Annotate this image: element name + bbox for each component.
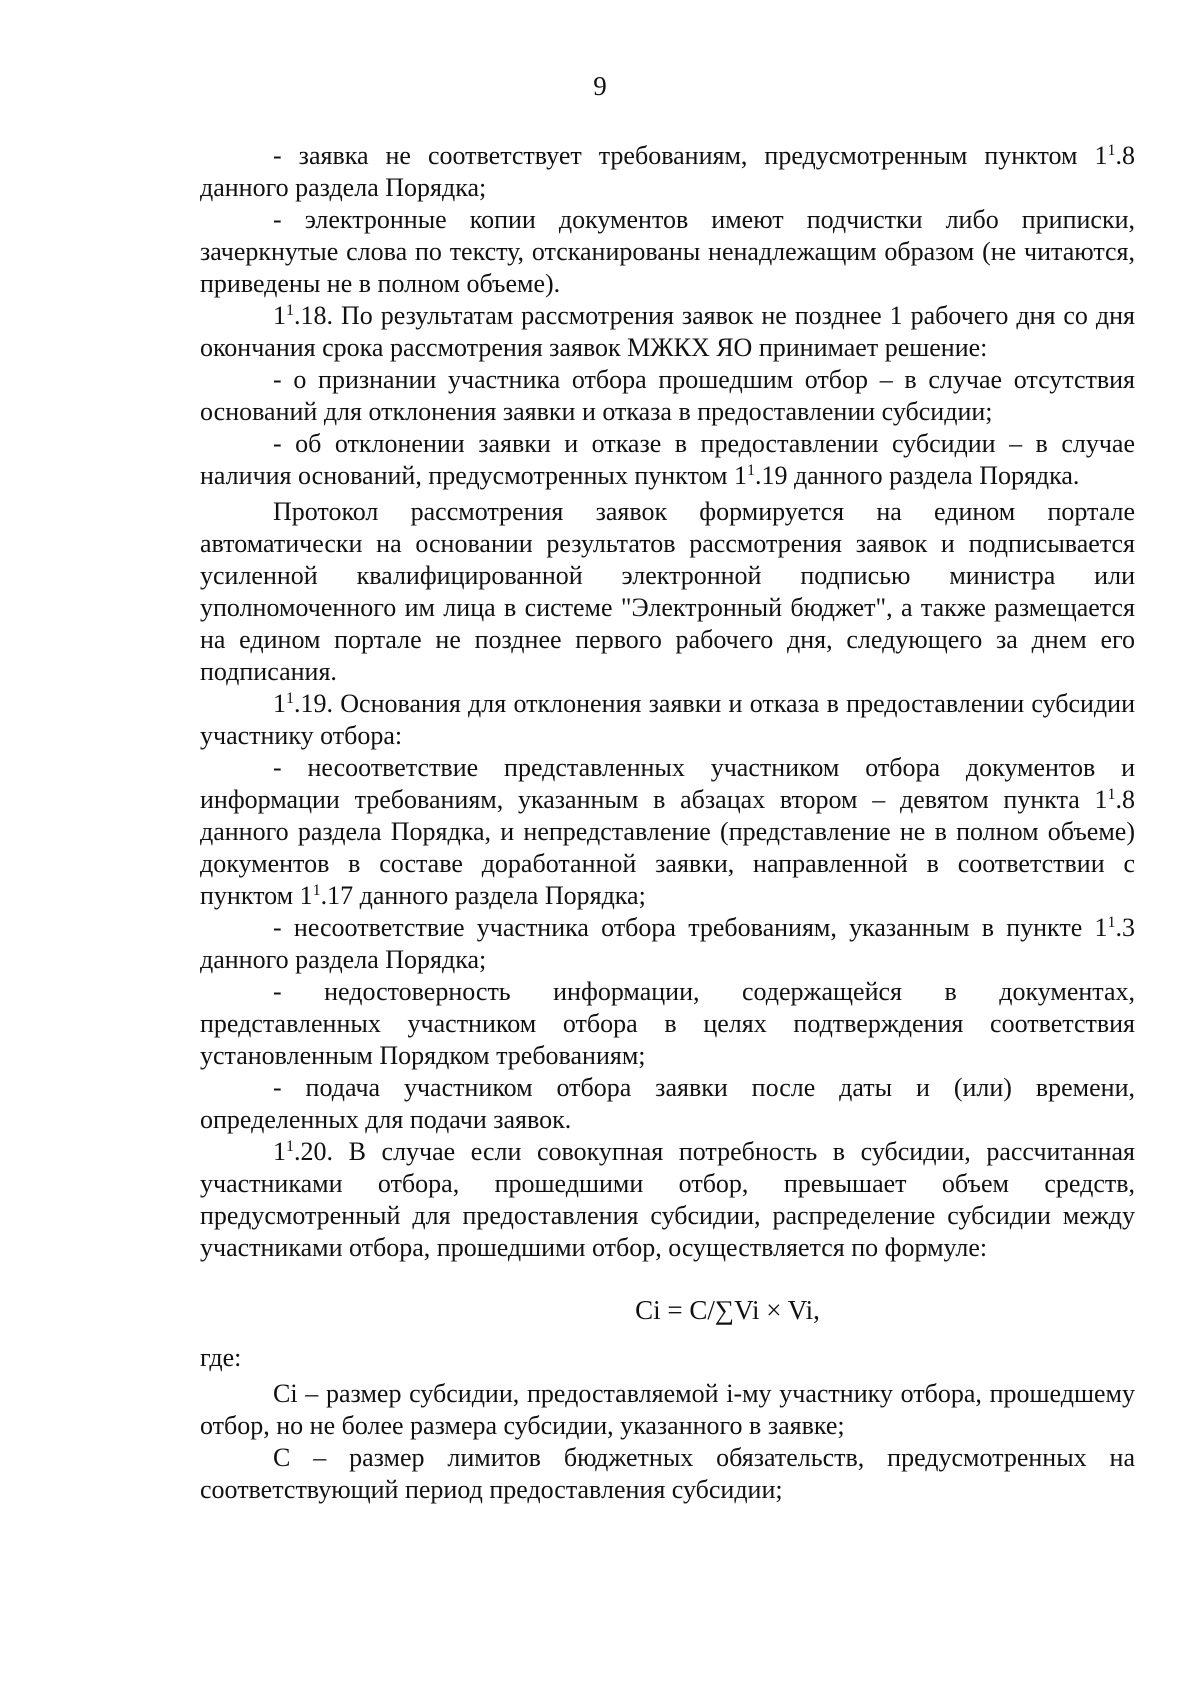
- paragraph-dash-6: - несоответствие участника отбора требованиям, указанным в пункте $1^1.3$ данного раздела Порядка;: [200, 913, 1135, 974]
- paragraph-dash-7: - недостоверность информации, содержащейся в документах, представленных участником отбора в целях подтверждения соответствия установленным Порядком требованиям;: [200, 977, 1135, 1070]
- formula: Ci = C/∑Vi × Vi,: [635, 1295, 820, 1325]
- superscript: 1: [312, 882, 321, 899]
- paragraph-dash-1: - заявка не соответствует требованиям, предусмотренным пунктом $1^1.8$ данного раздела Порядка;: [200, 141, 1135, 202]
- paragraph-where: где:: [200, 1343, 242, 1372]
- paragraph-dash-5: - несоответствие представленных участником отбора документов и информации требованиям, указанным в абзацах втором – девятом пункта $1^1.8$ данного раздела Порядка, и непредставление (представление не в полном объеме) документов в составе доработанной заявки, направленной в соответствии с пунктом $1^1.17$ данного раздела Порядка;: [200, 753, 1135, 910]
- page-number: 9: [593, 71, 607, 101]
- definition-c: C – размер лимитов бюджетных обязательств, предусмотренных на соответствующий период предоставления субсидии;: [200, 1443, 1135, 1504]
- superscript: 1: [1107, 914, 1116, 931]
- superscript: 1: [286, 690, 294, 707]
- paragraph-protocol: Протокол рассмотрения заявок формируется на едином портале автоматически на основании результатов рассмотрения заявок и подписывается усиленной квалифицированной электронной подписью министра или уполномоченного им лица в системе "Электронный бюджет", а также размещается на едином портале не позднее первого рабочего дня, следующего за днем его подписания.: [200, 497, 1135, 686]
- superscript: 1: [286, 302, 294, 319]
- paragraph-119: $1^1.19$. Основания для отклонения заявки и отказа в предоставлении субсидии участнику отбора:: [200, 689, 1135, 750]
- paragraph-118: $1^1.18$. По результатам рассмотрения заявок не позднее 1 рабочего дня со дня окончания срока рассмотрения заявок МЖКХ ЯО принимает решение:: [200, 301, 1135, 362]
- paragraph-dash-3: - о признании участника отбора прошедшим отбор – в случае отсутствия оснований для отклонения заявки и отказа в предоставлении субсидии;: [200, 365, 1135, 426]
- definition-ci: Ci – размер субсидии, предоставляемой i-му участнику отбора, прошедшему отбор, но не более размера субсидии, указанного в заявке;: [200, 1379, 1135, 1440]
- paragraph-dash-2: - электронные копии документов имеют подчистки либо приписки, зачеркнутые слова по тексту, отсканированы ненадлежащим образом (не читаются, приведены не в полном объеме).: [200, 205, 1135, 298]
- superscript: 1: [1107, 786, 1116, 803]
- document-body: [200, 140, 1135, 1506]
- superscript: 1: [286, 1138, 294, 1155]
- superscript: 1: [1107, 142, 1116, 159]
- superscript: 1: [746, 462, 755, 479]
- paragraph-dash-4: - об отклонении заявки и отказе в предоставлении субсидии – в случае наличия оснований, предусмотренных пунктом $1^1.19$ данного раздела Порядка.: [200, 429, 1135, 490]
- paragraph-120: $1^1.20$. В случае если совокупная потребность в субсидии, рассчитанная участниками отбора, прошедшими отбор, превышает объем средств, предусмотренный для предоставления субсидии, распределение субсидии между участниками отбора, прошедшими отбор, осуществляется по формуле:: [200, 1137, 1135, 1262]
- paragraph-dash-8: - подача участником отбора заявки после даты и (или) времени, определенных для подачи заявок.: [200, 1073, 1135, 1134]
